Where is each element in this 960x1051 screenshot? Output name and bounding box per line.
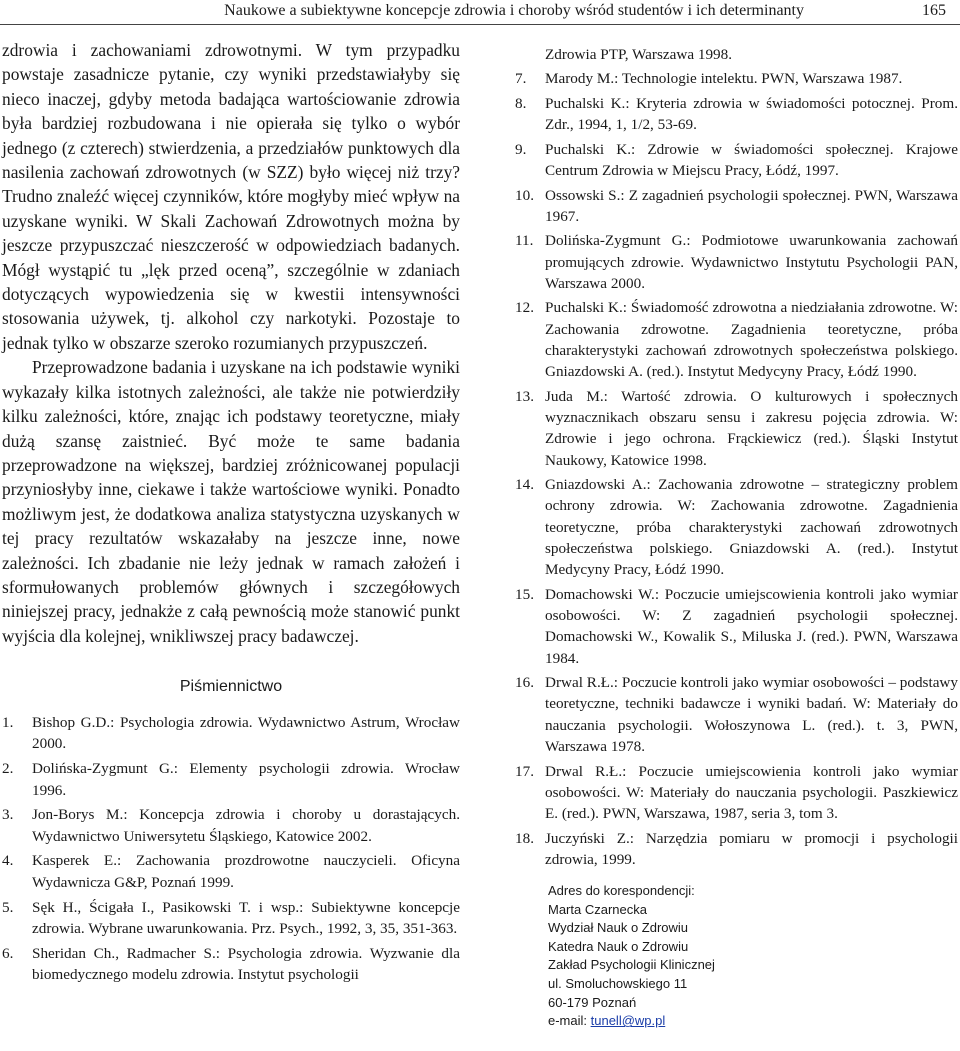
- right-column: [515, 44, 958, 873]
- reference-item: [2, 804, 460, 847]
- reference-text: Marody M.: Technologie intelektu. PWN, Warszawa 1987.: [545, 70, 903, 88]
- reference-number: 15.: [515, 585, 534, 603]
- page-number: 165: [922, 2, 946, 19]
- left-column: [2, 38, 460, 989]
- email-line: [548, 1012, 715, 1031]
- reference-text: Kasperek E.: Zachowania prozdrowotne nauczycieli. Oficyna Wydawnicza G&P, Poznań 1999.: [32, 852, 460, 891]
- reference-number: 17.: [515, 762, 534, 780]
- reference-text: Ossowski S.: Z zagadnień psychologii społecznej. PWN, Warszawa 1967.: [545, 186, 958, 225]
- reference-text: Puchalski K.: Świadomość zdrowotna a niedziałania zdrowotne. W: Zachowania zdrowotne. Zagadnienia teoretyczne, próba charakterystyki zachowań zdrowotnych społeczeństwa polskiego. Gniazdowski A. (red.). Instytut Medycyny Pracy, Łódź 1990.: [545, 299, 958, 381]
- paragraph: zdrowia i zachowaniami zdrowotnymi. W tym przypadku powstaje zasadnicze pytanie, czy wyniki przedstawiałyby się nieco inaczej, gdyby metoda badająca wartościowanie zdrowia była bardziej rozbudowana i nie opierała się tylko o wybór jednego (z czterech) stwierdzenia, a przedziałów punktowych dla nasilenia zachowań zdrowotnych (w SZZ) było więcej niż trzy? Trudno znaleźć więcej czynników, które mogłyby mieć wpływ na uzyskane wyniki. W Skali Zachowań Zdrowotnych można by jeszcze przypuszczać nieszczerość w odpowiedziach badanych. Mógł wystąpić tu „lęk przed oceną”, szczególnie w zdaniach dotyczących wypowiedzenia się w kwestii intensywności stosowania używek, tj. alkohol czy narkotyki. Pozostaje to jednak tylko w obszarze szeroko rozumianych przypuszczeń.: [2, 40, 460, 353]
- reference-item: [2, 758, 460, 801]
- address-line: Adres do korespondencji:: [548, 883, 695, 898]
- reference-text: Sheridan Ch., Radmacher S.: Psychologia zdrowia. Wyzwanie dla biomedycznego modelu zdrowia. Instytut psychologii: [32, 944, 460, 983]
- reference-item: [515, 230, 958, 294]
- reference-item: [2, 712, 460, 755]
- reference-item: [2, 943, 460, 986]
- reference-item: [2, 897, 460, 940]
- correspondence-address: [548, 882, 715, 1031]
- reference-item: [515, 139, 958, 182]
- reference-text: Sęk H., Ścigała I., Pasikowski T. i wsp.: Subiektywne koncepcje zdrowia. Wybrane uwarunkowania. Prz. Psych., 1992, 3, 35, 351-363.: [32, 898, 460, 937]
- reference-number: 8.: [515, 94, 527, 112]
- reference-list-right: [515, 68, 958, 870]
- reference-text: Juda M.: Wartość zdrowia. O kulturowych i społecznych wyznacznikach obszaru sensu i zakresu pojęcia zdrowia. W: Zdrowie i jego ochrona. Frąckiewicz (red.). Śląski Instytut Naukowy, Katowice 1998.: [545, 387, 958, 469]
- reference-text: Jon-Borys M.: Koncepcja zdrowia i choroby u dorastających. Wydawnictwo Uniwersytetu Śląskiego, Katowice 2002.: [32, 806, 460, 845]
- reference-number: 16.: [515, 674, 534, 692]
- reference-number: 9.: [515, 140, 527, 158]
- email-label: e-mail:: [548, 1013, 591, 1029]
- reference-item: [515, 828, 958, 871]
- running-header: [0, 0, 960, 25]
- reference-text: Gniazdowski A.: Zachowania zdrowotne – strategiczny problem ochrony zdrowia. W: Zachowania zdrowotne. Zagadnienia teoretyczne, próba charakterystyki zachowań zdrowotnych społeczeństwa polskiego. Gniazdowski A. (red.). Instytut Medycyny Pracy, Łódź 1990.: [545, 476, 958, 579]
- reference-number: 12.: [515, 299, 534, 317]
- reference-item: [515, 474, 958, 580]
- reference-text: Puchalski K.: Zdrowie w świadomości społecznej. Krajowe Centrum Zdrowia w Miejscu Pracy, Łódź, 1997.: [545, 140, 958, 180]
- reference-item: [515, 68, 958, 89]
- reference-text: Drwal R.Ł.: Poczucie kontroli jako wymiar osobowości – podstawy teoretyczne, techniki badawcze i wyniki badań. W: Materiały do nauczania psychologii. Wołoszynowa L. (red.). t. 3, PWN, Warszawa 1978.: [545, 674, 958, 756]
- reference-text: Dolińska-Zygmunt G.: Podmiotowe uwarunkowania zachowań promujących zdrowie. Wydawnictwo Instytutu Psychologii PAN, Warszawa 2000.: [545, 232, 958, 292]
- reference-list-left: [2, 712, 460, 985]
- reference-number: 1.: [2, 714, 14, 732]
- body-text: [2, 38, 460, 648]
- references-heading: Piśmiennictwo: [179, 678, 283, 696]
- reference-number: 3.: [2, 806, 14, 824]
- reference-number: 6.: [2, 944, 14, 962]
- reference-item: [515, 761, 958, 825]
- reference-item: [515, 672, 958, 757]
- reference-text: Domachowski W.: Poczucie umiejscowienia kontroli jako wymiar osobowości. W: Z zagadnień psychologii społecznej. Domachowski W., Kowalik S., Miluska J. (red.). PWN, Warszawa 1984.: [545, 585, 958, 667]
- reference-number: 7.: [515, 70, 527, 88]
- reference-text: Bishop G.D.: Psychologia zdrowia. Wydawnictwo Astrum, Wrocław 2000.: [32, 714, 460, 753]
- reference-number: 4.: [2, 852, 14, 870]
- running-title: Naukowe a subiektywne koncepcje zdrowia i choroby wśród studentów i ich determinanty: [224, 2, 804, 19]
- address-line: Zakład Psychologii Klinicznej: [548, 957, 715, 973]
- address-line: Marta Czarnecka: [548, 901, 647, 917]
- reference-item: [515, 93, 958, 136]
- reference-item: [515, 584, 958, 669]
- paragraph: Przeprowadzone badania i uzyskane na ich podstawie wyniki wykazały kilka istotnych zależności, ale także nie potwierdziły kilku zależności, które, znając ich podstawy teoretyczne, miały dużą szansę zaistnieć. Być może te same badania przeprowadzone na większej, bardziej zróżnicowanej populacji przyniosłyby inne, ciekawe i także wartościowe wyniki. Ponadto możliwym jest, że dodatkowa analiza statystyczna uzyskanych w tej pracy rezultatów wskazałaby na jeszcze inne, nowe zależności. Ich zbadanie nie leży jednak w ramach założeń i sformułowanych problemów głównych i szczegółowych niniejszej pracy, jednakże z całą pewnością może stanowić punkt wyjścia dla kolejnej, wnikliwszej pracy badawczej.: [2, 357, 460, 646]
- reference-number: 11.: [515, 232, 534, 250]
- reference-number: 2.: [2, 760, 14, 778]
- reference-number: 18.: [515, 829, 534, 847]
- reference-number: 5.: [2, 898, 14, 916]
- email-link[interactable]: tunell@wp.pl: [590, 1013, 666, 1029]
- reference-text: Puchalski K.: Kryteria zdrowia w świadomości potocznej. Prom. Zdr., 1994, 1, 1/2, 53-69.: [545, 94, 958, 134]
- address-line: Katedra Nauk o Zdrowiu: [548, 938, 689, 954]
- reference-item: [2, 850, 460, 893]
- address-line: 60-179 Poznań: [548, 994, 637, 1010]
- reference-text: Dolińska-Zygmunt G.: Elementy psychologii zdrowia. Wrocław 1996.: [32, 760, 460, 799]
- reference-item: [515, 297, 958, 382]
- reference-continuation: Zdrowia PTP, Warszawa 1998.: [545, 46, 733, 63]
- reference-text: Juczyński Z.: Narzędzia pomiaru w promocji i psychologii zdrowia, 1999.: [545, 829, 958, 868]
- reference-item: [515, 185, 958, 228]
- reference-number: 14.: [515, 476, 534, 494]
- reference-text: Drwal R.Ł.: Poczucie umiejscowienia kontroli jako wymiar osobowości. W: Materiały do nauczania psychologii. Paszkiewicz E. (red.). PWN, Warszawa, 1987, seria 3, tom 3.: [545, 762, 958, 823]
- reference-number: 13.: [515, 387, 534, 405]
- reference-number: 10.: [515, 186, 534, 204]
- reference-item: [515, 386, 958, 471]
- address-line: ul. Smoluchowskiego 11: [548, 975, 688, 991]
- address-line: Wydział Nauk o Zdrowiu: [548, 920, 689, 936]
